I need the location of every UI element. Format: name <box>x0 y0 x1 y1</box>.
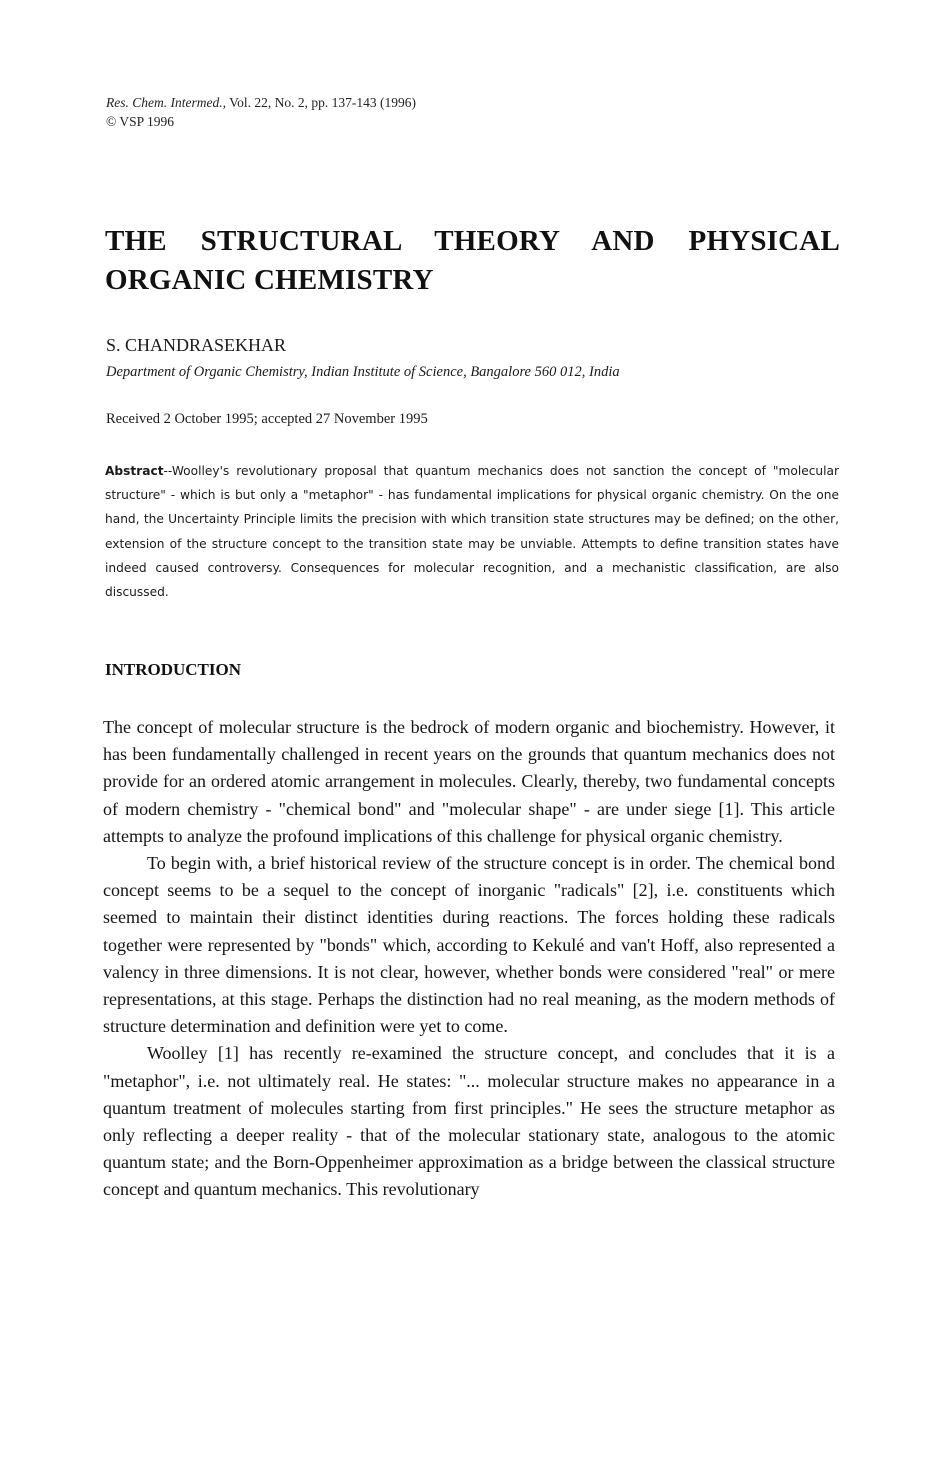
article-title <box>105 222 840 300</box>
received-dates: Received 2 October 1995; accepted 27 November 1995 <box>106 411 428 427</box>
paragraph: The concept of molecular structure is the bedrock of modern organic and biochemistry. However, it has been fundamentally challenged in recent years on the grounds that quantum mechanics does not provide for an ordered atomic arrangement in molecules. Clearly, thereby, two fundamental concepts of modern chemistry - "chemical bond" and "molecular shape" - are under siege [1]. This article attempts to analyze the profound implications of this challenge for physical organic chemistry. <box>103 717 835 846</box>
paragraph: To begin with, a brief historical review of the structure concept is in order. The chemical bond concept seems to be a sequel to the concept of inorganic "radicals" [2], i.e. constituents which seemed to maintain their distinct identities during reactions. The forces holding these radicals together were represented by "bonds" which, according to Kekulé and van't Hoff, also represented a valency in three dimensions. It is not clear, however, whether bonds were considered "real" or mere representations, at this stage. Perhaps the distinction had no real meaning, as the modern methods of structure determination and definition were yet to come. <box>103 853 835 1037</box>
abstract <box>105 459 839 604</box>
section-heading-introduction: INTRODUCTION <box>105 660 242 679</box>
title-line-1: THE STRUCTURAL THEORY AND PHYSICAL <box>105 225 840 257</box>
copyright-notice: © VSP 1996 <box>106 114 175 129</box>
author-affiliation: Department of Organic Chemistry, Indian Institute of Science, Bangalore 560 012, India <box>106 364 620 380</box>
title-line-2: ORGANIC CHEMISTRY <box>105 264 434 296</box>
paragraph: Woolley [1] has recently re-examined the structure concept, and concludes that it is a "metaphor", i.e. not ultimately real. He states: "... molecular structure makes no appearance in a quantum treatment of molecules starting from first principles." He sees the structure metaphor as only reflecting a deeper reality - that of the molecular stationary state, analogous to the atomic quantum state; and the Born-Oppenheimer approximation as a bridge between the classical structure concept and quantum mechanics. This revolutionary <box>103 1043 835 1200</box>
author-name: S. CHANDRASEKHAR <box>106 335 287 355</box>
abstract-text: --Woolley's revolutionary proposal that quantum mechanics does not sanction the concept of "molecular structure" - which is but only a "metaphor" - has fundamental implications for physical organic chemistry. On the one hand, the Uncertainty Principle limits the precision with which transition state structures may be defined; on the other, extension of the structure concept to the transition state may be unviable. Attempts to define transition states have indeed caused controversy. Consequences for molecular recognition, and a mechanistic classification, are also discussed. <box>105 464 839 600</box>
journal-name: Res. Chem. Intermed., <box>106 95 226 110</box>
abstract-label: Abstract <box>105 464 164 478</box>
introduction-body <box>103 714 835 1204</box>
citation-line <box>106 93 416 112</box>
citation-block <box>106 93 416 131</box>
volume-info: Vol. 22, No. 2, pp. 137-143 (1996) <box>229 95 416 110</box>
